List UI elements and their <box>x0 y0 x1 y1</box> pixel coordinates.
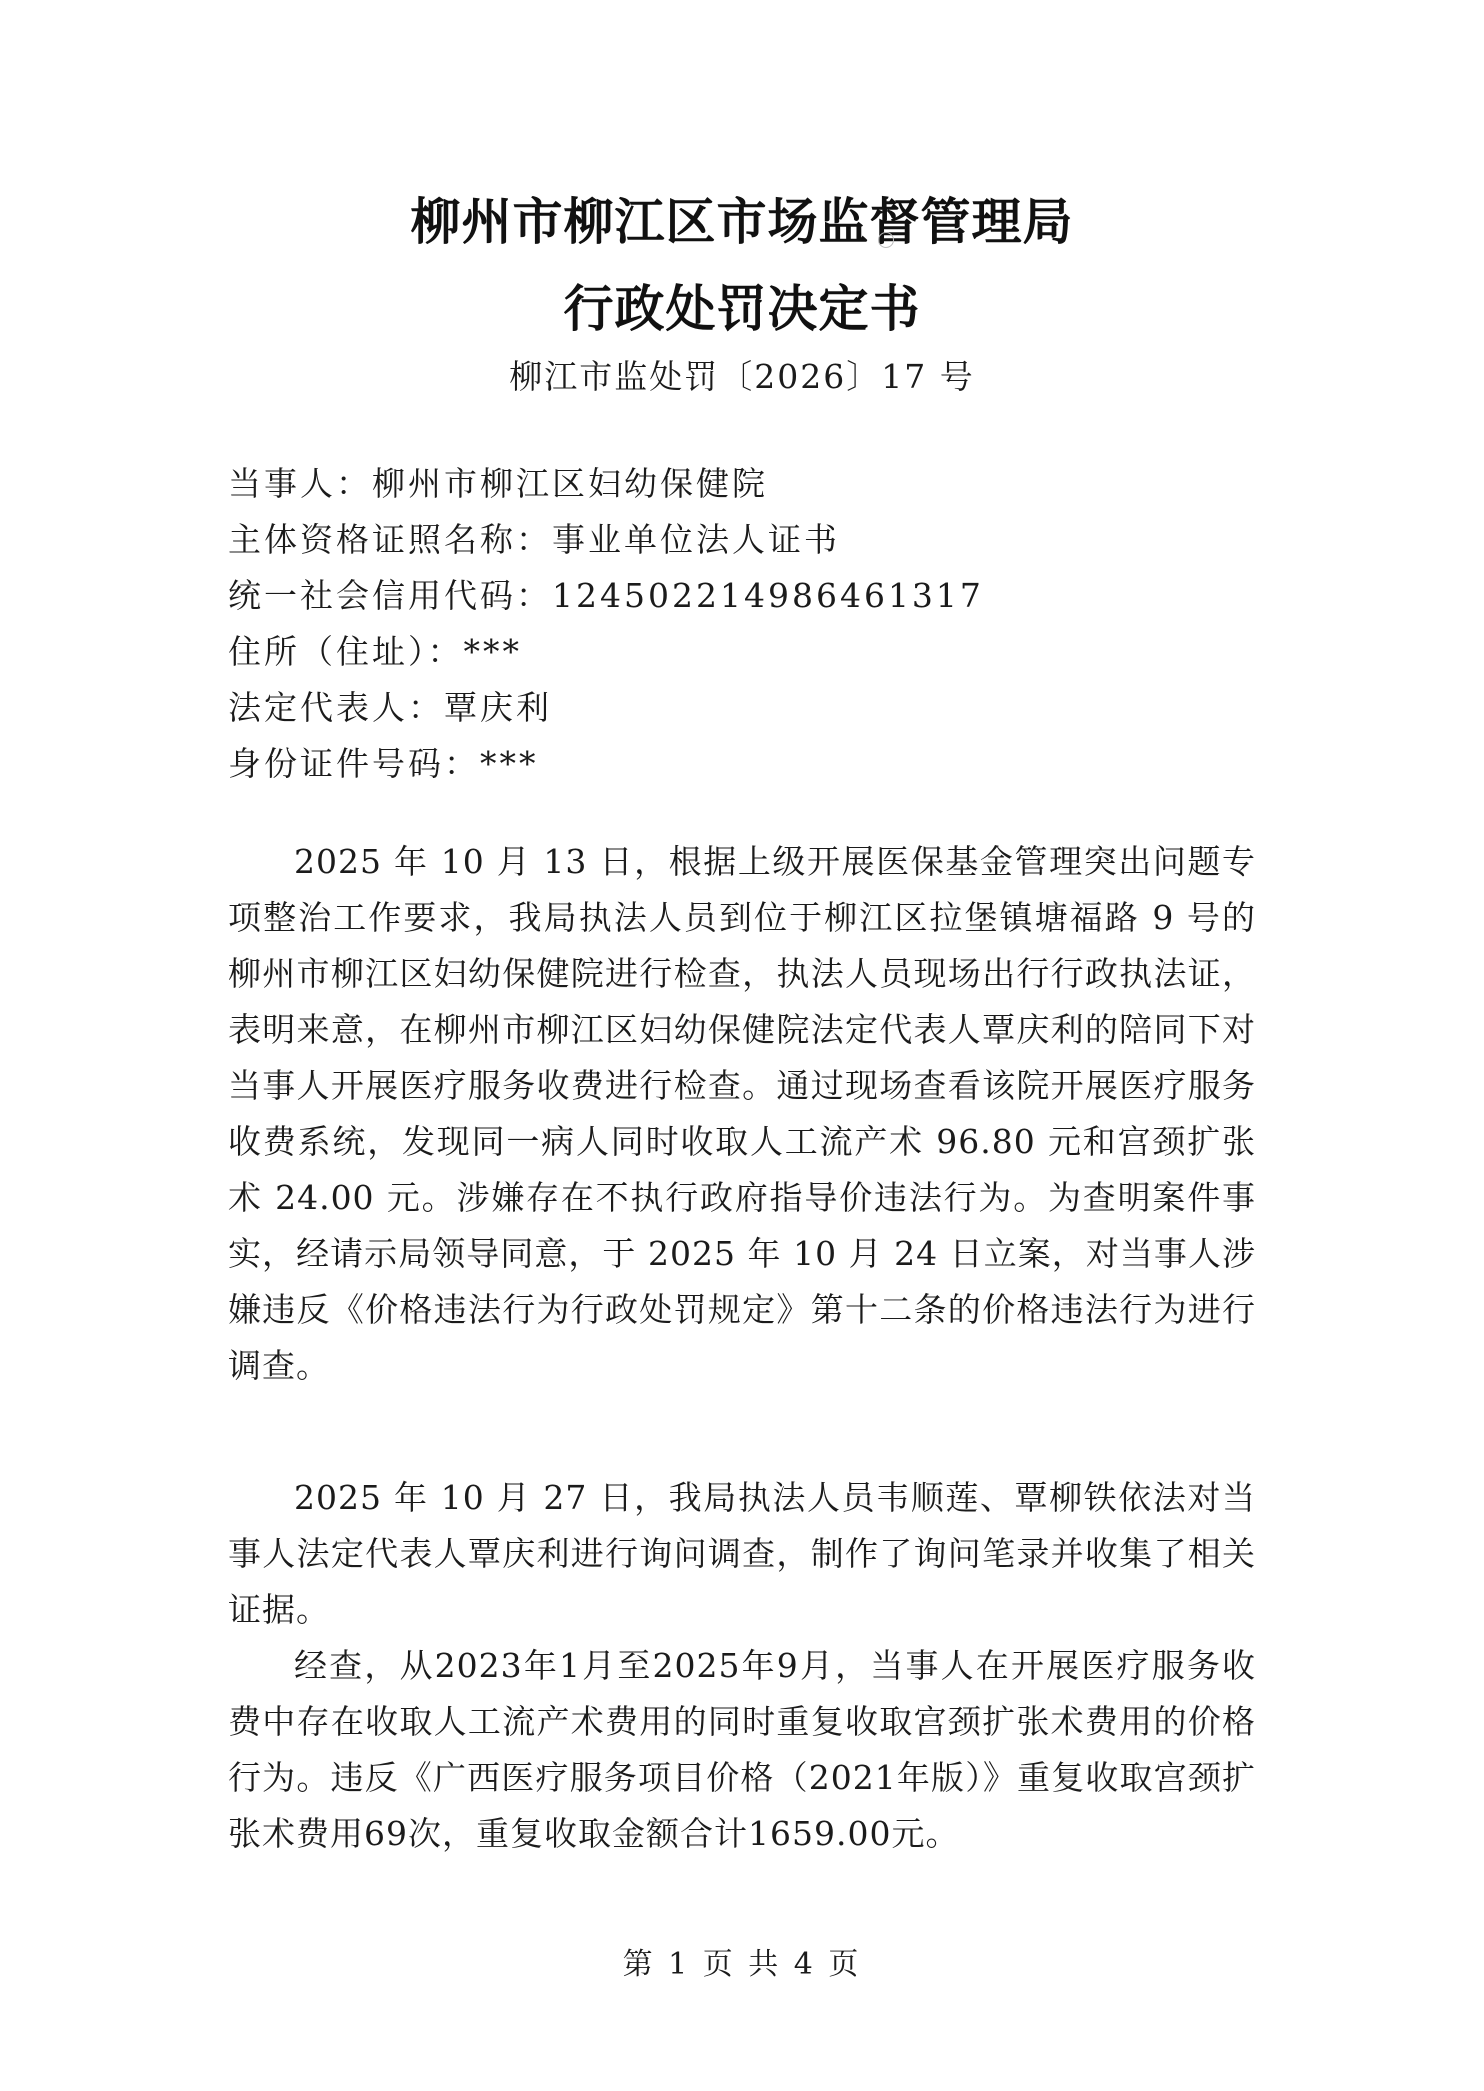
page-number: 第 1 页 共 4 页 <box>622 1947 862 1982</box>
party-address: 住所（住址）：*** <box>228 632 522 671</box>
party-name: 当事人：柳州市柳江区妇幼保健院 <box>228 464 768 503</box>
paragraph-findings: 经查，从2023年1月至2025年9月，当事人在开展医疗服务收费中存在收取人工流产术费用的同时重复收取宫颈扩张术费用的价格行为。违反《广西医疗服务项目价格（2021年版）》重复收取宫颈扩张术费用69次，重复收取金额合计1659.00元。 <box>228 1646 1256 1853</box>
party-info-block <box>228 456 1268 792</box>
paragraph-inquiry: 2025 年 10 月 27 日，我局执法人员韦顺莲、覃柳铁依法对当事人法定代表人覃庆利进行询问调查，制作了询问笔录并收集了相关证据。 <box>228 1478 1256 1629</box>
party-id-number: 身份证件号码：*** <box>228 744 539 783</box>
paragraph-inspection: 2025 年 10 月 13 日，根据上级开展医保基金管理突出问题专项整治工作要求，我局执法人员到位于柳江区拉堡镇塘福路 9 号的柳州市柳江区妇幼保健院进行检查，执法人员现场出行行政执法证，表明来意，在柳州市柳江区妇幼保健院法定代表人覃庆利的陪同下对当事人开展医疗服务收费进行检查。通过现场查看该院开展医疗服务收费系统，发现同一病人同时收取人工流产术 96.80 元和宫颈扩张术 24.00 元。涉嫌存在不执行政府指导价违法行为。为查明案件事实，经请示局领导同意，于 2025 年 10 月 24 日立案，对当事人涉嫌违反《价格违法行为行政处罚规定》第十二条的价格违法行为进行调查。 <box>228 842 1256 1385</box>
party-license-name: 主体资格证照名称：事业单位法人证书 <box>228 520 840 559</box>
scan-mark <box>878 232 894 248</box>
document-title-agency: 柳州市柳江区市场监督管理局 <box>410 193 1074 251</box>
party-credit-code: 统一社会信用代码：124502214986461317 <box>228 576 984 615</box>
document-title-type: 行政处罚决定书 <box>563 280 921 338</box>
document-number: 柳江市监处罚〔2026〕17 号 <box>509 357 975 396</box>
party-legal-representative: 法定代表人：覃庆利 <box>228 688 552 727</box>
